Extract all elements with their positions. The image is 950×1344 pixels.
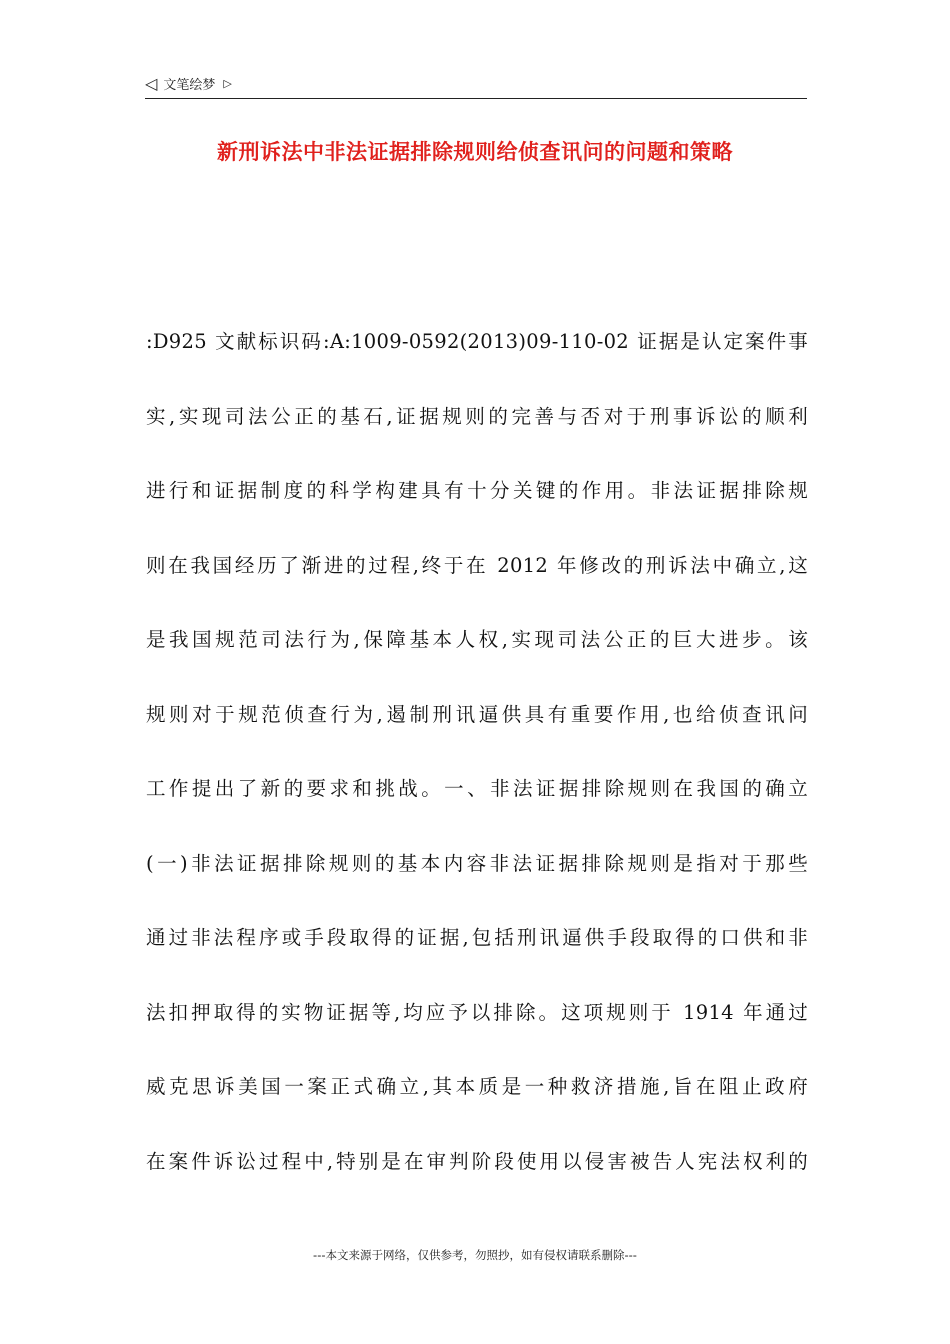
triangle-left-icon: ◁ bbox=[145, 73, 158, 93]
body-line: 实,实现司法公正的基石,证据规则的完善与否对于刑事诉讼的顺利 bbox=[146, 404, 808, 428]
header-brand bbox=[145, 74, 232, 93]
body-text bbox=[146, 322, 808, 1216]
triangle-right-icon: ▷ bbox=[223, 77, 232, 90]
document-title: 新刑诉法中非法证据排除规则给侦查讯问的问题和策略 bbox=[217, 140, 733, 164]
body-line: 进行和证据制度的科学构建具有十分关键的作用。非法证据排除规 bbox=[146, 479, 808, 502]
body-line: 威克思诉美国一案正式确立,其本质是一种救济措施,旨在阻止政府 bbox=[146, 1075, 808, 1098]
page-footer: ---本文来源于网络，仅供参考，勿照抄，如有侵权请联系删除--- bbox=[313, 1248, 637, 1262]
body-line: 在案件诉讼过程中,特别是在审判阶段使用以侵害被告人宪法权利的 bbox=[146, 1149, 808, 1173]
body-line: 则在我国经历了渐进的过程,终于在 2012 年修改的刑诉法中确立,这 bbox=[146, 553, 808, 577]
header-label: 文笔绘梦 bbox=[163, 78, 216, 93]
body-line: 法扣押取得的实物证据等,均应予以排除。这项规则于 1914 年通过 bbox=[146, 1000, 808, 1024]
body-line: 是我国规范司法行为,保障基本人权,实现司法公正的巨大进步。该 bbox=[146, 628, 808, 651]
body-line: 通过非法程序或手段取得的证据,包括刑讯逼供手段取得的口供和非 bbox=[146, 926, 808, 949]
page-header bbox=[145, 70, 807, 99]
body-line: (一)非法证据排除规则的基本内容非法证据排除规则是指对于那些 bbox=[146, 851, 808, 875]
body-line: :D925 文献标识码:A:1009-0592(2013)09-110-02 证据是认定案件事 bbox=[146, 330, 808, 353]
body-line: 工作提出了新的要求和挑战。一、非法证据排除规则在我国的确立 bbox=[146, 777, 808, 800]
body-line: 规则对于规范侦查行为,遏制刑讯逼供具有重要作用,也给侦查讯问 bbox=[146, 702, 808, 726]
